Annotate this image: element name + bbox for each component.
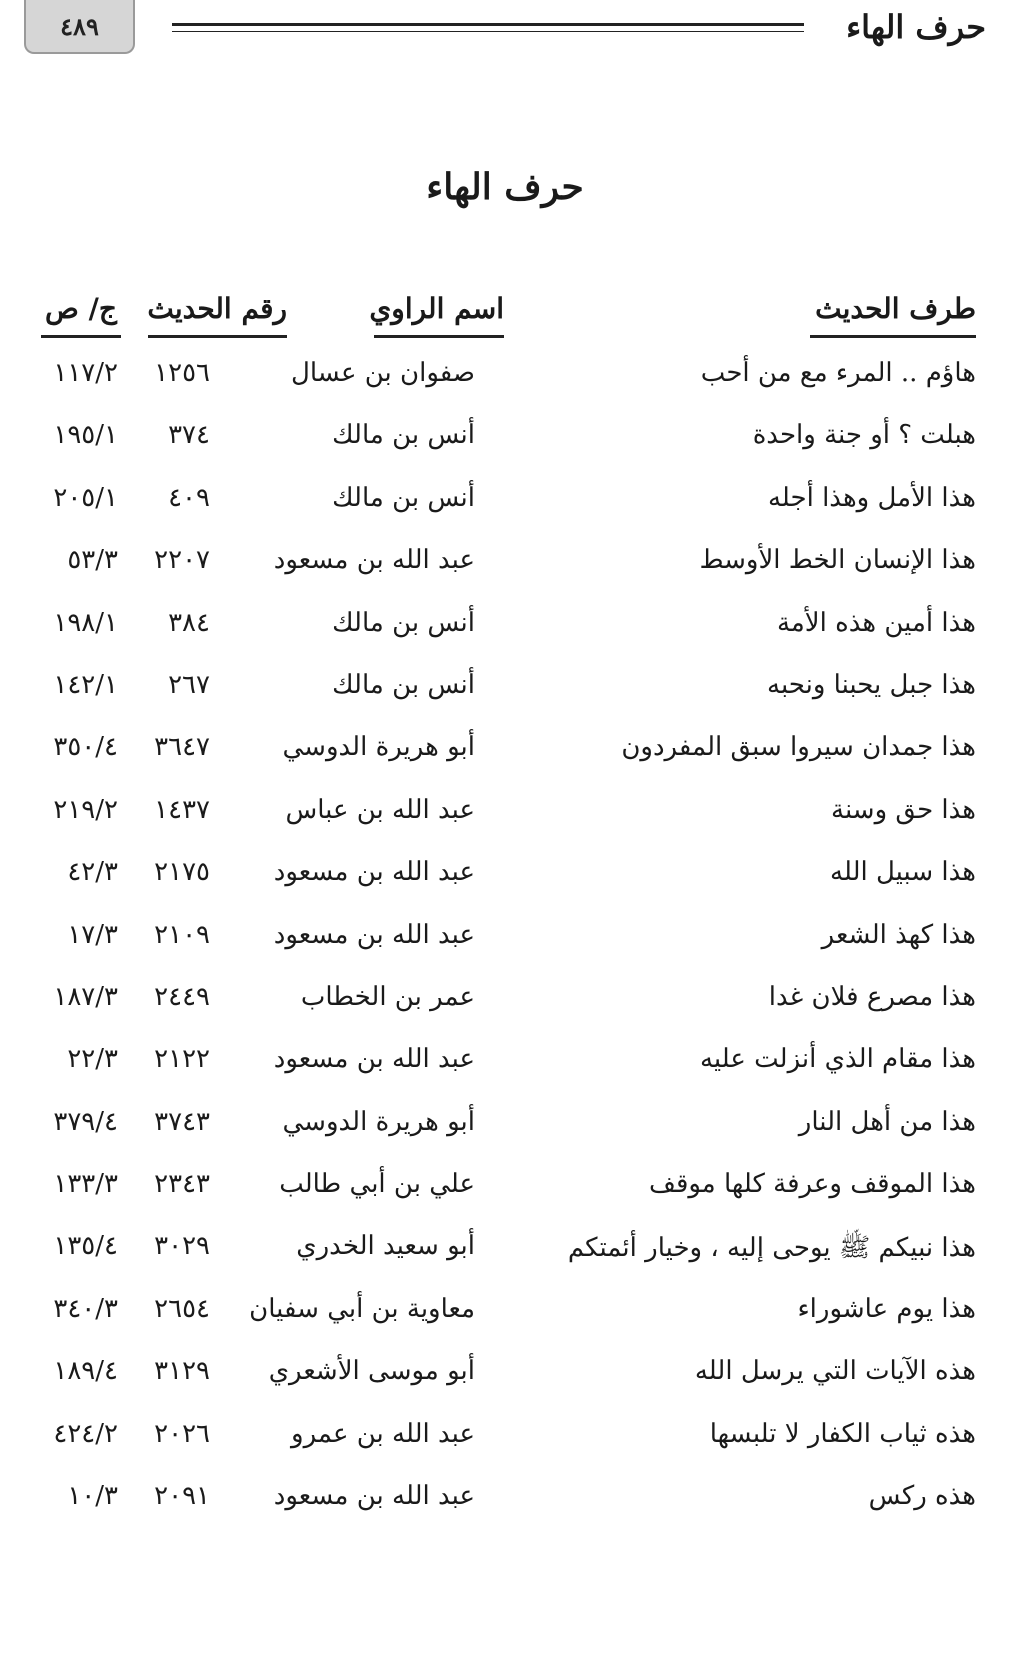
narrator-cell: عبد الله بن مسعود (273, 1044, 475, 1075)
narrator-cell: عبد الله بن عباس (285, 794, 475, 825)
volume-page-cell: ١٨٧/٣ (53, 981, 118, 1012)
hadith-number-cell: ٢١٠٩ (154, 919, 210, 950)
table-row (0, 1473, 1010, 1535)
narrator-cell: علي بن أبي طالب (279, 1169, 475, 1200)
hadith-number-cell: ٢١٧٥ (154, 857, 210, 888)
hadith-cell: هذا سبيل الله (830, 857, 976, 888)
volume-page-cell: ٢١٩/٢ (53, 794, 118, 825)
hadith-cell: هذا كهذ الشعر (821, 919, 976, 950)
running-header-title: حرف الهاء (846, 8, 986, 46)
table-row (0, 1099, 1010, 1161)
volume-page-cell: ١٩٨/١ (53, 607, 118, 638)
narrator-cell: أبو هريرة الدوسي (282, 1106, 475, 1137)
table-row (0, 1036, 1010, 1098)
table-row (0, 724, 1010, 786)
table-row (0, 1411, 1010, 1473)
hadith-cell: هذا جمدان سيروا سبق المفردون (621, 732, 976, 763)
column-header-number: رقم الحديث (148, 285, 287, 338)
table-row (0, 912, 1010, 974)
hadith-number-cell: ١٤٣٧ (154, 794, 210, 825)
table-row (0, 350, 1010, 412)
narrator-cell: أنس بن مالك (332, 420, 475, 451)
hadith-number-cell: ٣٦٤٧ (154, 732, 210, 763)
volume-page-cell: ١٤٢/١ (53, 669, 118, 700)
volume-page-cell: ٣٥٠/٤ (53, 732, 118, 763)
table-row (0, 787, 1010, 849)
table-row (0, 1161, 1010, 1223)
hadith-number-cell: ٢١٢٢ (154, 1044, 210, 1075)
hadith-number-cell: ٣٧٤٣ (154, 1106, 210, 1137)
hadith-number-cell: ٣٨٤ (168, 607, 210, 638)
hadith-cell: هذا من أهل النار (798, 1106, 976, 1137)
hadith-number-cell: ٢٠٢٦ (154, 1418, 210, 1449)
hadith-number-cell: ٢٠٩١ (154, 1481, 210, 1512)
volume-page-cell: ١٣٣/٣ (53, 1169, 118, 1200)
column-header-hadith: طرف الحديث (810, 285, 976, 338)
hadith-number-cell: ٣٠٢٩ (154, 1231, 210, 1262)
hadith-cell: هذا جبل يحبنا ونحبه (767, 669, 976, 700)
hadith-cell: هذه ثياب الكفار لا تلبسها (709, 1418, 976, 1449)
hadith-cell: هذا مقام الذي أنزلت عليه (699, 1044, 976, 1075)
narrator-cell: عبد الله بن مسعود (273, 545, 475, 576)
table-row (0, 662, 1010, 724)
hadith-number-cell: ٢٣٤٣ (154, 1169, 210, 1200)
volume-page-cell: ١١٧/٢ (53, 358, 118, 388)
hadith-cell: هذا حق وسنة (831, 794, 976, 825)
page-number: ٤٨٩ (24, 0, 135, 54)
hadith-cell: هذا مصرع فلان غدا (768, 981, 976, 1012)
hadith-cell: هبلت ؟ أو جنة واحدة (752, 420, 976, 451)
hadith-cell: هذا أمين هذه الأمة (776, 607, 976, 638)
volume-page-cell: ٢٢/٣ (67, 1044, 118, 1075)
volume-page-cell: ١٨٩/٤ (53, 1356, 118, 1387)
volume-page-cell: ١٧/٣ (67, 919, 118, 950)
narrator-cell: عبد الله بن مسعود (273, 919, 475, 950)
table-row (0, 974, 1010, 1036)
hadith-number-cell: ٢٤٤٩ (154, 981, 210, 1012)
table-row (0, 849, 1010, 911)
hadith-number-cell: ١٢٥٦ (154, 358, 210, 388)
table-row (0, 475, 1010, 537)
narrator-cell: أنس بن مالك (332, 669, 475, 700)
column-header-narrator: اسم الراوي (374, 285, 504, 338)
hadith-number-cell: ٢٦٧ (168, 669, 210, 700)
volume-page-cell: ٤٢/٣ (67, 857, 118, 888)
narrator-cell: أبو موسى الأشعري (268, 1356, 475, 1387)
hadith-cell: هذه الآيات التي يرسل الله (694, 1356, 976, 1387)
narrator-cell: صفوان بن عسال (290, 358, 475, 388)
hadith-number-cell: ٢٢٠٧ (154, 545, 210, 576)
table-row (0, 1286, 1010, 1348)
column-header-ref: ج/ ص (41, 285, 121, 338)
hadith-cell: هذه ركس (868, 1481, 976, 1512)
volume-page-cell: ٤٢٤/٢ (53, 1418, 118, 1449)
hadith-number-cell: ٤٠٩ (168, 482, 210, 513)
table-row (0, 600, 1010, 662)
header-rule-thin (172, 31, 804, 32)
volume-page-cell: ٣٤٠/٣ (53, 1293, 118, 1324)
section-title: حرف الهاء (426, 166, 584, 208)
running-header (0, 0, 1010, 70)
hadith-cell: هاؤم .. المرء مع من أحب (700, 358, 976, 388)
volume-page-cell: ١٠/٣ (67, 1481, 118, 1512)
volume-page-cell: ١٣٥/٤ (53, 1231, 118, 1262)
header-rule-thick (172, 23, 804, 26)
table-row (0, 412, 1010, 474)
hadith-cell: هذا يوم عاشوراء (797, 1293, 976, 1324)
narrator-cell: عبد الله بن عمرو (291, 1418, 475, 1449)
narrator-cell: أبو هريرة الدوسي (282, 732, 475, 763)
volume-page-cell: ٣٧٩/٤ (53, 1106, 118, 1137)
hadith-cell: هذا الموقف وعرفة كلها موقف (649, 1169, 976, 1200)
hadith-cell: هذا نبيكم ﷺ يوحى إليه ، وخيار أئمتكم (567, 1233, 976, 1264)
narrator-cell: عمر بن الخطاب (300, 981, 475, 1012)
narrator-cell: عبد الله بن مسعود (273, 1481, 475, 1512)
narrator-cell: أبو سعيد الخدري (296, 1231, 475, 1262)
hadith-cell: هذا الإنسان الخط الأوسط (699, 545, 976, 576)
volume-page-cell: ٢٠٥/١ (53, 482, 118, 513)
table-row (0, 1348, 1010, 1410)
narrator-cell: أنس بن مالك (332, 607, 475, 638)
hadith-number-cell: ٣٧٤ (168, 420, 210, 451)
hadith-cell: هذا الأمل وهذا أجله (767, 482, 976, 513)
volume-page-cell: ٥٣/٣ (67, 545, 118, 576)
volume-page-cell: ١٩٥/١ (53, 420, 118, 451)
hadith-number-cell: ٢٦٥٤ (154, 1293, 210, 1324)
narrator-cell: عبد الله بن مسعود (273, 857, 475, 888)
table-row (0, 1223, 1010, 1285)
narrator-cell: معاوية بن أبي سفيان (249, 1293, 475, 1324)
narrator-cell: أنس بن مالك (332, 482, 475, 513)
hadith-number-cell: ٣١٢٩ (154, 1356, 210, 1387)
hadith-index-list (0, 350, 1010, 1535)
table-row (0, 537, 1010, 599)
